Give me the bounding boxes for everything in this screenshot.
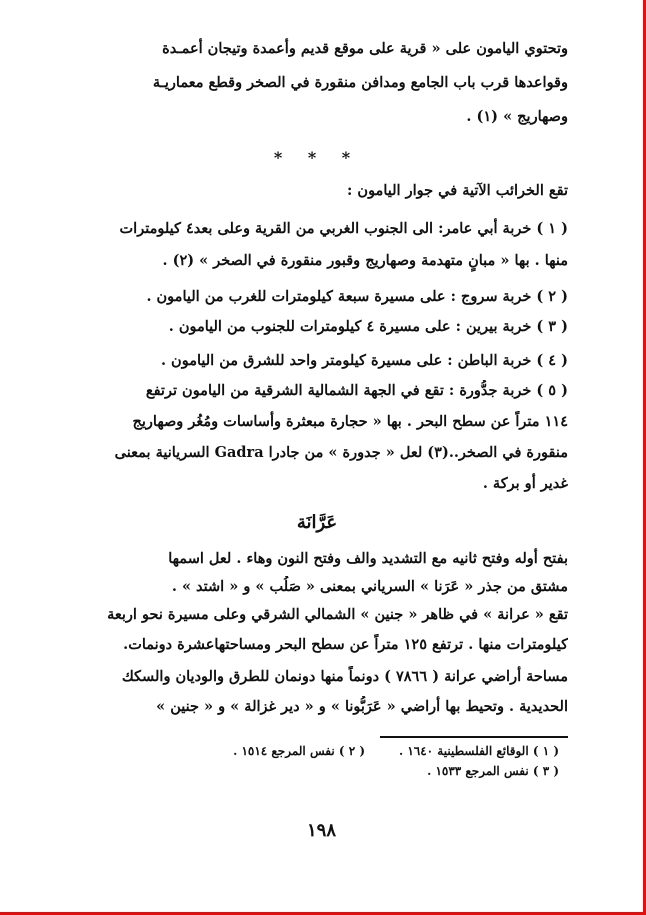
footnote-2: ( ٢ ) نفس المرجع ١٥١٤ . xyxy=(233,744,365,758)
footnote-rule xyxy=(380,736,568,738)
arrana-line-1: بفتح أوله وفتح ثانيه مع التشديد والف وفتح النون وهاء . لعل اسمها xyxy=(168,550,568,567)
intro-line-2: وقواعدها قرب باب الجامع ومدافن منقورة في الصخر وقطع معماريـة xyxy=(152,74,568,91)
ruin-item-1-line-2: منها . بها « مبانٍ متهدمة وصهاريج وقبور منقورة في الصخر » (٢) . xyxy=(162,252,568,269)
ruin-item-5-line-2: ١١٤ متراً عن سطح البحر . بها « حجارة مبعثرة وأساسات ومُغُر وصهاريج xyxy=(132,413,568,430)
intro-line-1: وتحتوي اليامون على « قرية على موقع قديم وأعمدة وتيجان أعمـدة xyxy=(162,40,568,57)
arrana-line-3: تقع « عرانة » في ظاهر « جنين » الشمالي الشرقي وعلى مسيرة نحو اربعة xyxy=(107,606,568,623)
arrana-line-5: مساحة أراضي عرانة ( ٧٨٦٦ ) دونماً منها دونمان للطرق والوديان والسكك xyxy=(121,668,568,685)
ruin-item-2: ( ٢ ) خربة سروج : على مسيرة سبعة كيلومترات للغرب من اليامون . xyxy=(146,288,568,305)
intro-line-3: وصهاريج » (١) . xyxy=(466,108,568,125)
ruin-item-1-line-1: ( ١ ) خربة أبي عامر: الى الجنوب الغربي من القرية وعلى بعد٤ كيلومترات xyxy=(119,220,568,237)
ruin-item-5-line-3: منقورة في الصخر..(٣) لعل « جدورة » من جادرا Gadra السريانية بمعنى xyxy=(114,444,568,461)
footnote-1: ( ١ ) الوقائع الفلسطينية ١٦٤٠ . xyxy=(398,744,559,758)
section-separator: * * * xyxy=(273,148,361,167)
ruin-item-3: ( ٣ ) خربة بيرين : على مسيرة ٤ كيلومترات للجنوب من اليامون . xyxy=(168,318,568,335)
ruin-item-5-line-1: ( ٥ ) خربة جدُّورة : تقع في الجهة الشمالية الشرقية من اليامون ترتفع xyxy=(145,382,568,399)
ruin-item-5-line-4: غدير أو بركة . xyxy=(482,475,568,492)
arrana-line-4: كيلومترات منها . ترتفع ١٢٥ متراً عن سطح البحر ومساحتهاعشرة دونمات. xyxy=(123,636,568,653)
arrana-heading: عَرَّانَة xyxy=(296,512,338,533)
footnote-3: ( ٣ ) نفس المرجع ١٥٣٣ . xyxy=(427,764,559,778)
arrana-line-2: مشتق من جذر « عَرَنا » السرياني بمعنى « صَلُب » و « اشتد » . xyxy=(171,578,568,595)
ruin-item-4: ( ٤ ) خربة الباطن : على مسيرة كيلومتر واحد للشرق من اليامون . xyxy=(160,352,568,369)
ruins-title: تقع الخرائب الآتية في جوار اليامون : xyxy=(347,182,568,199)
page-number: ١٩٨ xyxy=(306,820,336,841)
arrana-line-6: الحديدية . وتحيط بها أراضي « عَرَبُّونا » و « دير غزالة » و « جنين » xyxy=(156,698,568,715)
